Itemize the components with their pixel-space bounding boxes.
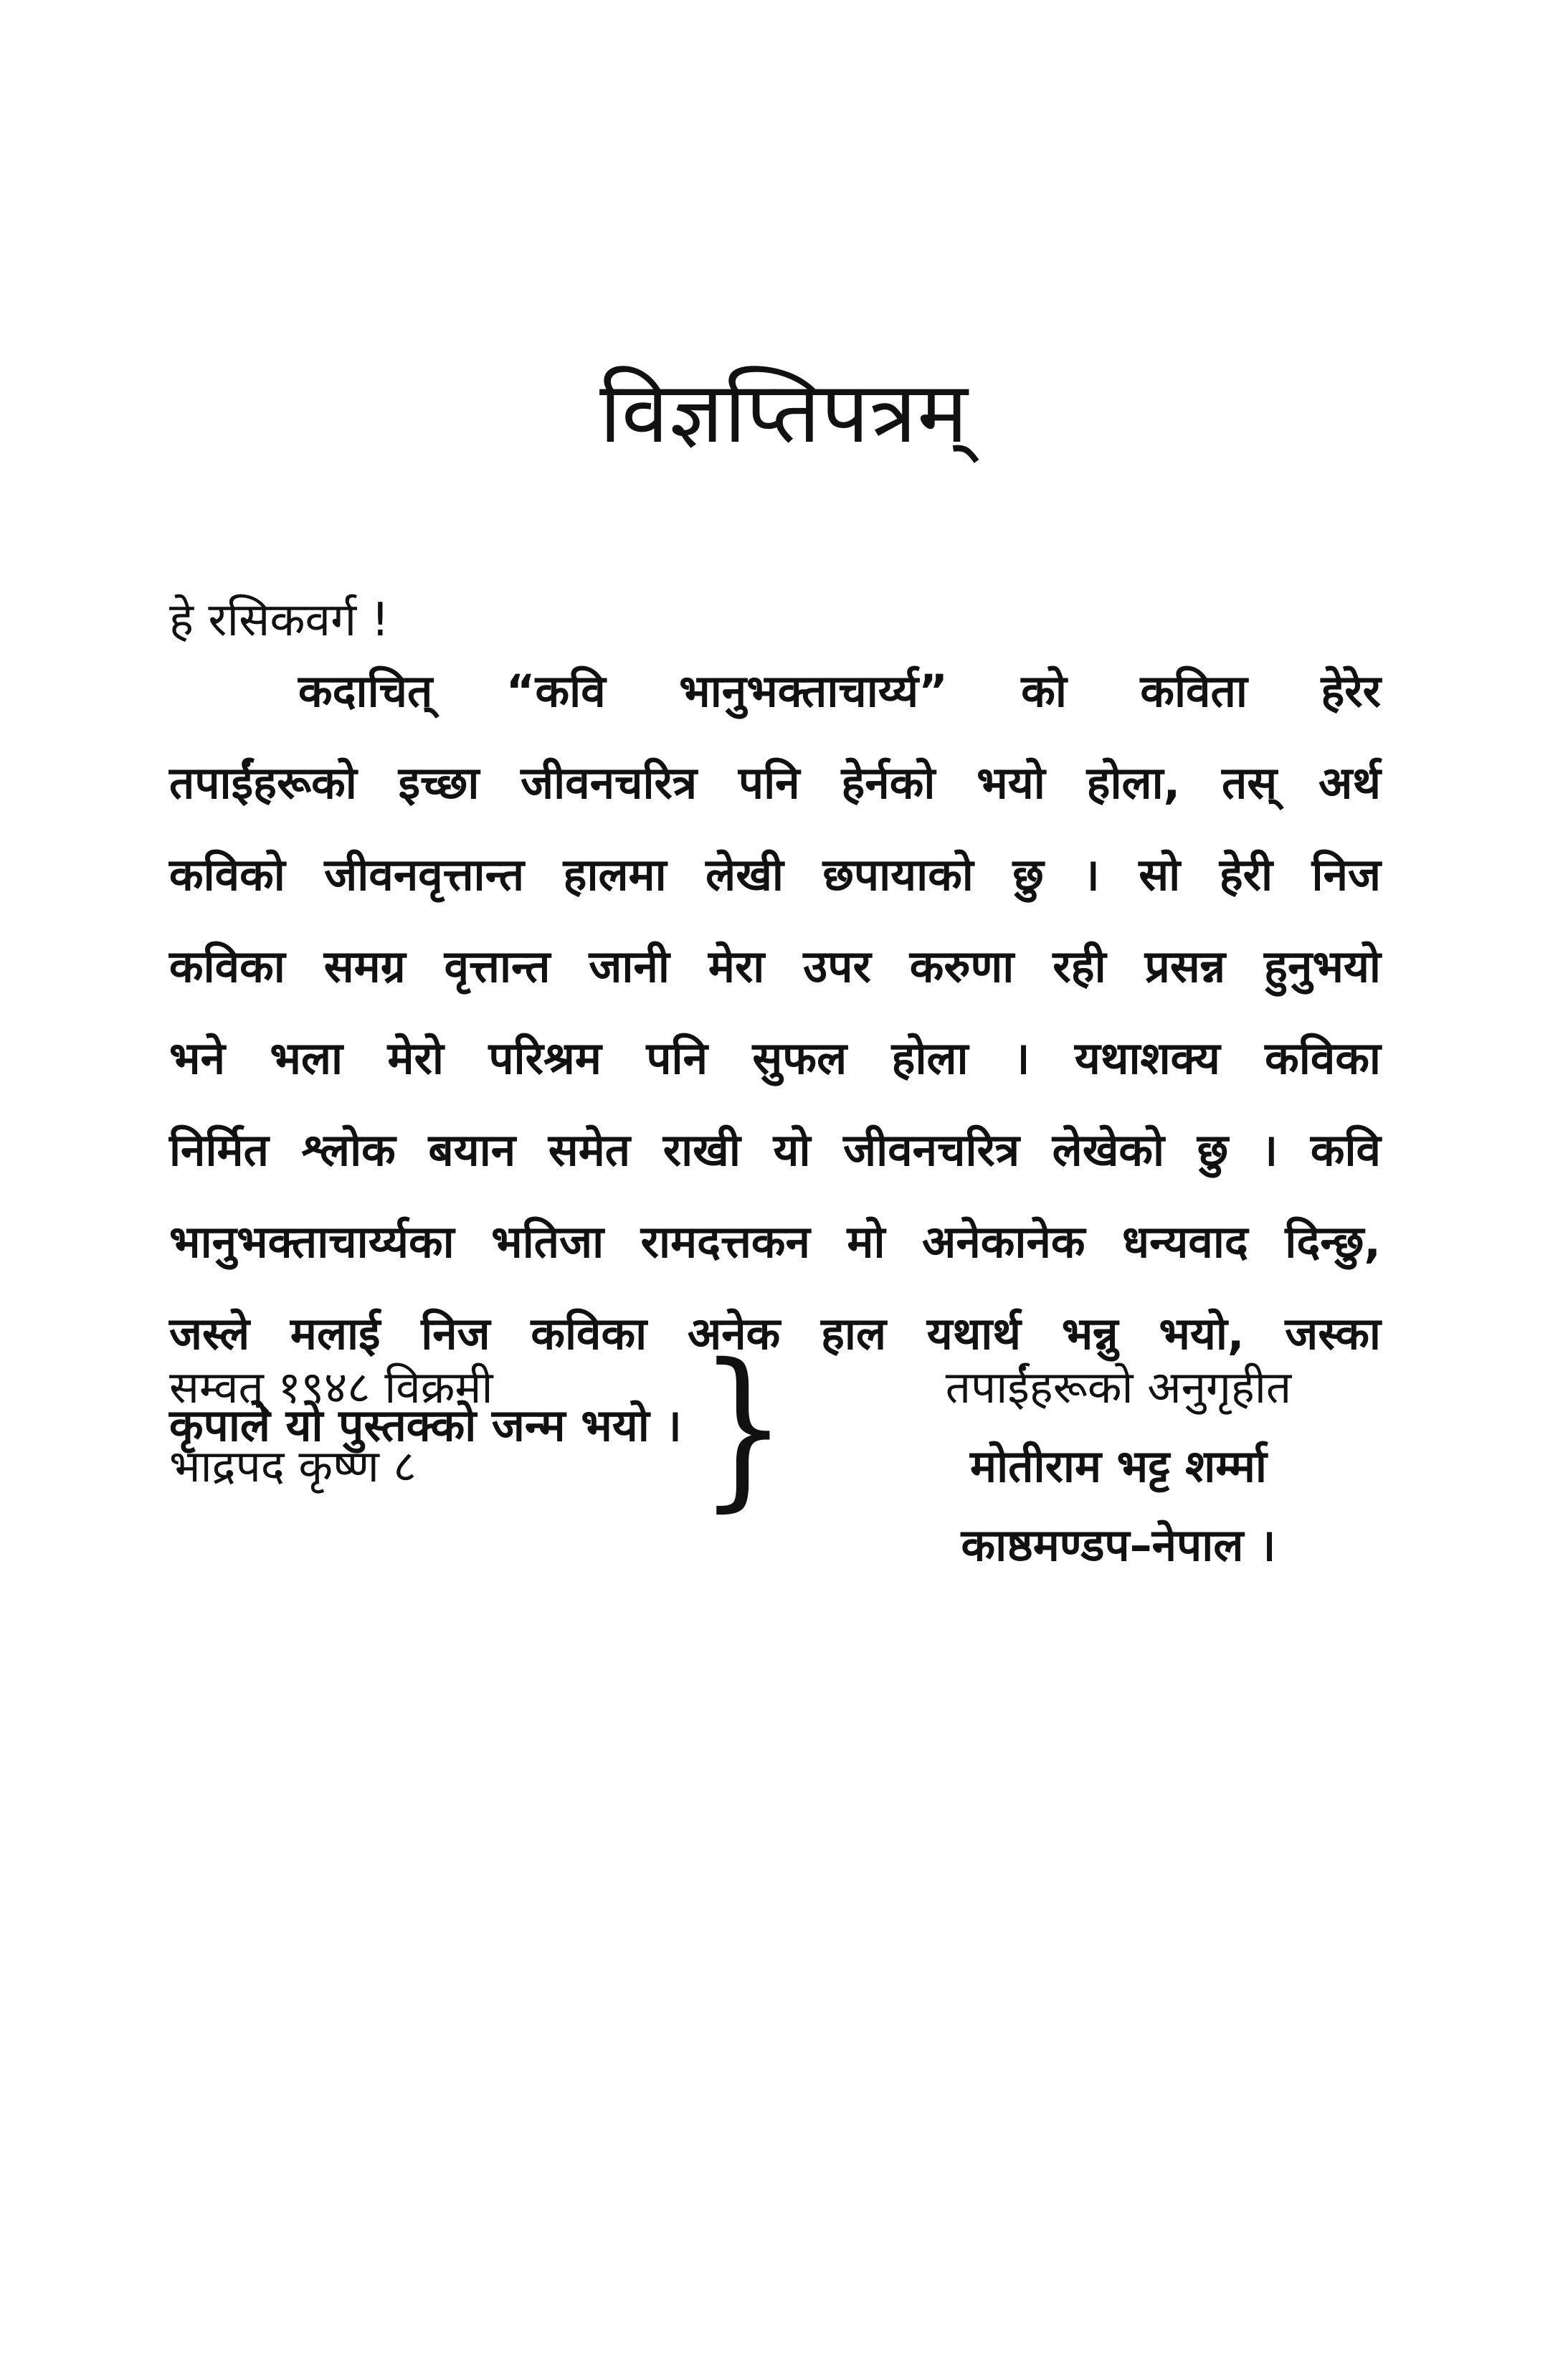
date-line-bhadrapad: भाद्रपद कृष्ण ८ bbox=[169, 1440, 417, 1492]
curly-brace: } bbox=[699, 1327, 787, 1527]
paragraph-line: कविका समग्र वृत्तान्त जानी मेरा उपर करुणा रही प्रसन्न हुनुभयो bbox=[169, 940, 1381, 992]
paragraph-line: निर्मित श्लोक बयान समेत राखी यो जीवनचरित्र लेखेको छु । कवि bbox=[169, 1124, 1381, 1176]
page-title: विज्ञप्तिपत्रम् bbox=[599, 363, 969, 462]
date-block bbox=[169, 1348, 493, 1506]
signature-line-anugrihit: तपाईंहरूको अनुगृहीत bbox=[945, 1361, 1292, 1413]
date-line-samvat: सम्वत् १९४८ विक्रमी bbox=[169, 1361, 493, 1413]
paragraph-line: भने भला मेरो परिश्रम पनि सुफल होला । यथाशक्य कविका bbox=[169, 1032, 1381, 1084]
paragraph-line: भानुभक्ताचार्य्यका भतिजा रामदत्तकन मो अनेकानेक धन्यवाद दिन्छु, bbox=[169, 1215, 1381, 1268]
paragraph-line: कदाचित् “कवि भानुभक्ताचार्य्य” को कविता हेरेर bbox=[298, 665, 1381, 717]
signature-place: काष्ठमण्डप–नेपाल । bbox=[961, 1519, 1276, 1571]
signature-author-name: मोतीराम भट्ट शर्म्मा bbox=[970, 1440, 1267, 1492]
paragraph-line: जस्ले मलाई निज कविका अनेक हाल यथार्थ भन्नु भयो, जस्का bbox=[169, 1307, 1381, 1360]
paragraph-line: कविको जीवनवृत्तान्त हालमा लेखी छपायाको छु । सो हेरी निज bbox=[169, 848, 1381, 901]
salutation: हे रसिकवर्ग ! bbox=[169, 594, 390, 647]
paragraph-line: कृपाले यो पुस्तक्को जन्म भयो । bbox=[169, 1399, 682, 1451]
signature-block bbox=[832, 1348, 1405, 1585]
paragraph-line: तपाईंहरूको इच्छा जीवनचरित्र पनि हेर्नको भयो होला, तस् अर्थ bbox=[169, 757, 1381, 809]
